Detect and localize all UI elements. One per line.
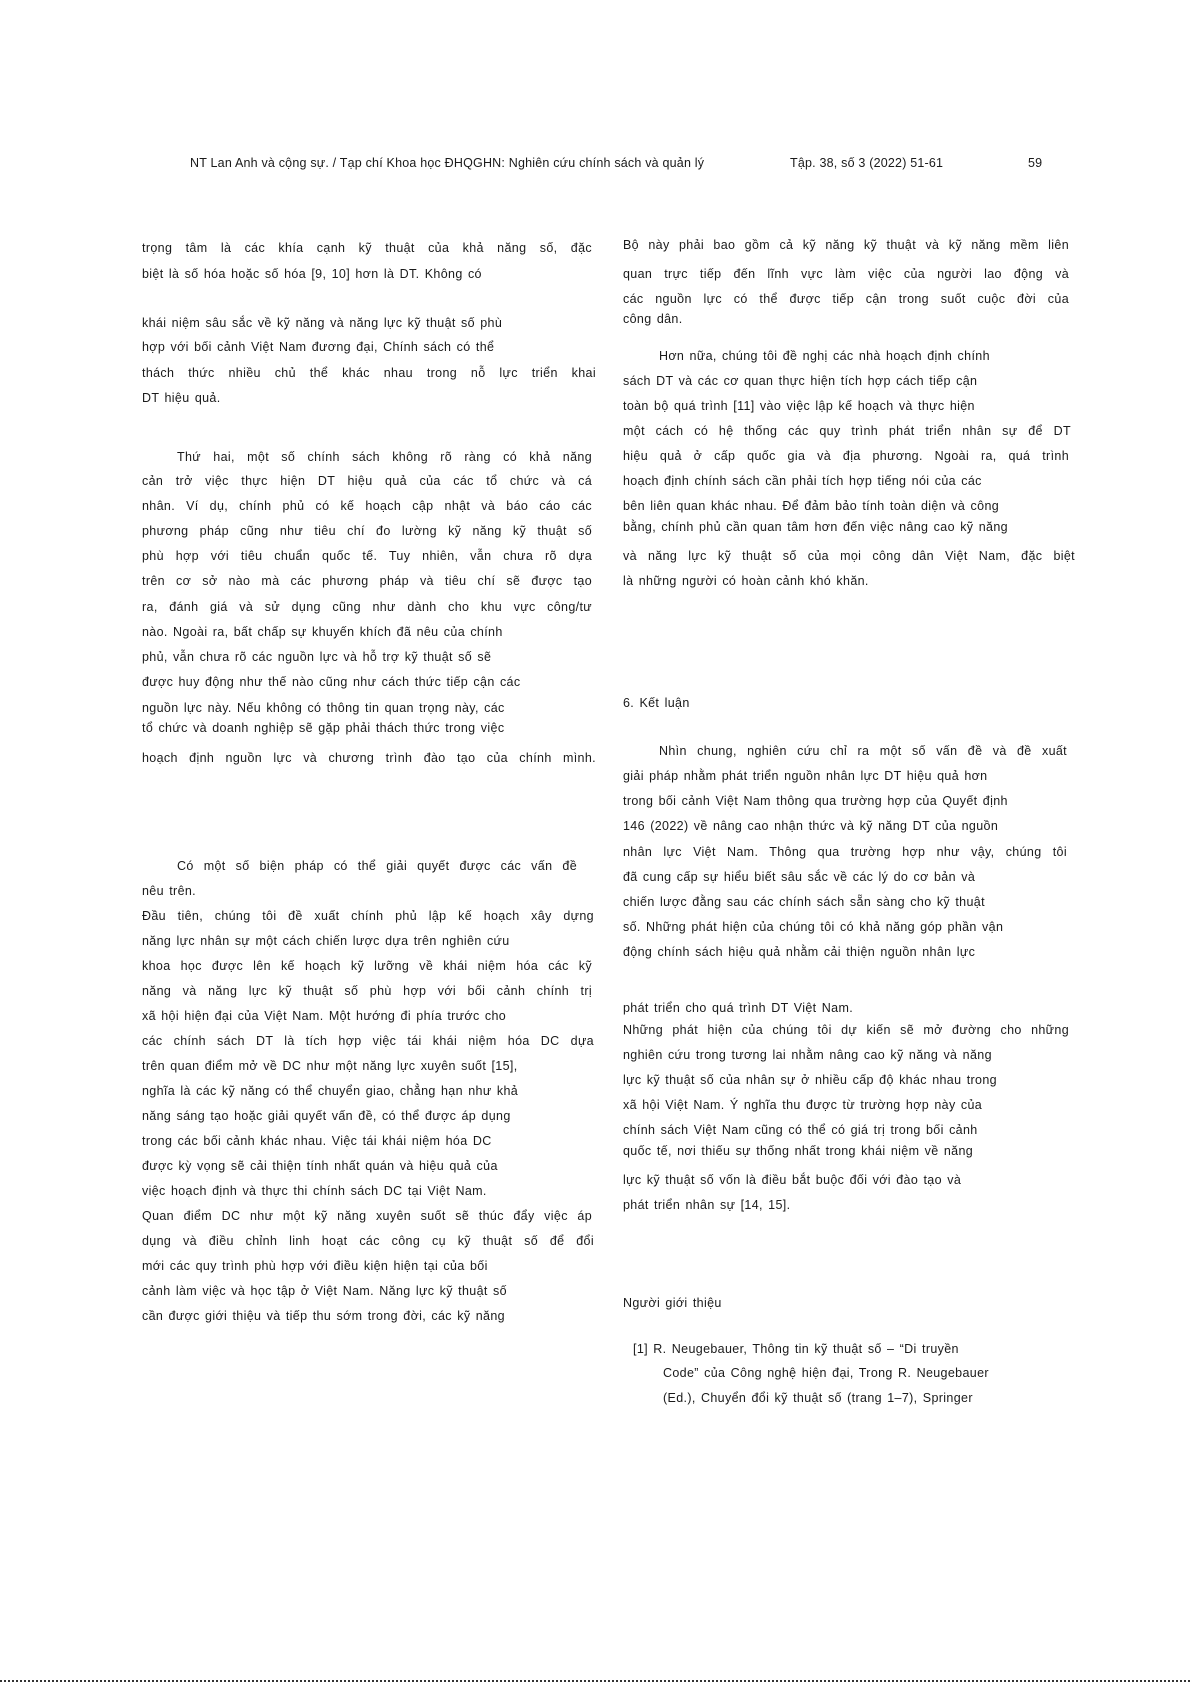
left-column-line: cần được giới thiệu và tiếp thu sớm trong đời, các kỹ năng	[142, 1309, 505, 1323]
right-column-line: hiệu quả ở cấp quốc gia và địa phương. Ngoài ra, quá trình	[623, 449, 1069, 463]
left-column-line: nêu trên.	[142, 884, 196, 898]
reference-entry: (Ed.), Chuyển đổi kỹ thuật số (trang 1–7), Springer	[663, 1391, 973, 1405]
left-column-line: xã hội hiện đại của Việt Nam. Một hướng đi phía trước cho	[142, 1009, 507, 1023]
left-column-line: được huy động như thế nào cũng như cách thức tiếp cận các	[142, 675, 521, 689]
left-column-line: trên quan điểm mở về DC như một năng lực xuyên suốt [15],	[142, 1059, 518, 1073]
left-column-line: dụng và điều chỉnh linh hoạt các công cụ kỹ thuật số để đổi	[142, 1234, 594, 1248]
volume-info: Tập. 38, số 3 (2022) 51-61	[790, 156, 944, 170]
right-column-line: phát triển nhân sự [14, 15].	[623, 1198, 791, 1212]
left-column-line: trên cơ sở nào mà các phương pháp và tiêu chí sẽ được tạo	[142, 574, 592, 588]
left-column-line: thách thức nhiều chủ thể khác nhau trong nỗ lực triển khai	[142, 366, 596, 380]
left-column-line: nghĩa là các kỹ năng có thể chuyển giao, chẳng hạn như khả	[142, 1084, 519, 1098]
reference-entry: Code” của Công nghệ hiện đại, Trong R. Neugebauer	[663, 1366, 989, 1380]
right-column-line: bên liên quan khác nhau. Để đảm bảo tính toàn diện và công	[623, 499, 1000, 513]
right-column-line: và năng lực kỹ thuật số của mọi công dân Việt Nam, đặc biệt	[623, 549, 1075, 563]
right-column-line: các nguồn lực có thể được tiếp cận trong suốt cuộc đời của	[623, 292, 1069, 306]
right-column-line: chiến lược đằng sau các chính sách sẵn sàng cho kỹ thuật	[623, 895, 985, 909]
reference-entry: [1] R. Neugebauer, Thông tin kỹ thuật số – “Di truyền	[633, 1342, 959, 1356]
left-column-line: cản trở việc thực hiện DT hiệu quả của các tổ chức và cá	[142, 474, 592, 488]
page-bottom-rule	[0, 1680, 1191, 1682]
right-column-line: quốc tế, nơi thiếu sự thống nhất trong khái niệm về năng	[623, 1144, 974, 1158]
right-column-line: Hơn nữa, chúng tôi đề nghị các nhà hoạch định chính	[659, 349, 990, 363]
left-column-line: biệt là số hóa hoặc số hóa [9, 10] hơn là DT. Không có	[142, 267, 482, 281]
left-column-line: năng sáng tạo hoặc giải quyết vấn đề, có thể được áp dụng	[142, 1109, 511, 1123]
left-column-line: DT hiệu quả.	[142, 391, 221, 405]
right-column-line: 146 (2022) về nâng cao nhận thức và kỹ năng DT của nguồn	[623, 819, 999, 833]
right-column-line: lực kỹ thuật số của nhân sự ở nhiều cấp độ khác nhau trong	[623, 1073, 997, 1087]
right-column-line: sách DT và các cơ quan thực hiện tích hợp cách tiếp cận	[623, 374, 978, 388]
right-column-line: toàn bộ quá trình [11] vào việc lập kế hoạch và thực hiện	[623, 399, 975, 413]
right-column-line: nhân lực Việt Nam. Thông qua trường hợp như vậy, chúng tôi	[623, 845, 1067, 859]
right-column-line: đã cung cấp sự hiểu biết sâu sắc về các lý do cơ bản và	[623, 870, 976, 884]
right-column-line: Những phát hiện của chúng tôi dự kiến sẽ mở đường cho những	[623, 1023, 1069, 1037]
left-column-line: Đầu tiên, chúng tôi đề xuất chính phủ lập kế hoạch xây dựng	[142, 909, 594, 923]
right-column-line: số. Những phát hiện của chúng tôi có khả năng góp phần vận	[623, 920, 1004, 934]
left-column-line: trọng tâm là các khía cạnh kỹ thuật của khả năng số, đặc	[142, 241, 592, 255]
right-column-line: Nhìn chung, nghiên cứu chỉ ra một số vấn đề và đề xuất	[659, 744, 1067, 758]
right-column-line: động chính sách hiệu quả nhằm cải thiện nguồn nhân lực	[623, 945, 976, 959]
right-column-line: trong bối cảnh Việt Nam thông qua trường hợp của Quyết định	[623, 794, 1008, 808]
right-column-line: Bộ này phải bao gồm cả kỹ năng kỹ thuật và kỹ năng mềm liên	[623, 238, 1069, 252]
left-column-line: ra, đánh giá và sử dụng cũng như dành cho khu vực công/tư	[142, 600, 592, 614]
left-column-line: mới các quy trình phù hợp với điều kiện hiện tại của bối	[142, 1259, 488, 1273]
right-column-line: nghiên cứu trong tương lai nhằm nâng cao kỹ năng và năng	[623, 1048, 992, 1062]
left-column-line: Quan điểm DC như một kỹ năng xuyên suốt sẽ thúc đẩy việc áp	[142, 1209, 592, 1223]
left-column-line: tổ chức và doanh nghiệp sẽ gặp phải thách thức trong việc	[142, 721, 505, 735]
left-column-line: được kỳ vọng sẽ cải thiện tính nhất quán và hiệu quả của	[142, 1159, 498, 1173]
section-heading-conclusion: 6. Kết luận	[623, 696, 690, 710]
right-column-line: giải pháp nhằm phát triển nguồn nhân lực DT hiệu quả hơn	[623, 769, 988, 783]
left-column-line: Thứ hai, một số chính sách không rõ ràng có khả năng	[177, 450, 592, 464]
right-column-line: phát triển cho quá trình DT Việt Nam.	[623, 1001, 854, 1015]
right-column-line: hoạch định chính sách cần phải tích hợp tiếng nói của các	[623, 474, 982, 488]
left-column-line: phủ, vẫn chưa rõ các nguồn lực và hỗ trợ kỹ thuật số sẽ	[142, 650, 492, 664]
references-heading: Người giới thiệu	[623, 1296, 722, 1310]
running-title: NT Lan Anh và cộng sự. / Tạp chí Khoa học ĐHQGHN: Nghiên cứu chính sách và quản lý	[190, 156, 705, 170]
right-column-line: là những người có hoàn cảnh khó khăn.	[623, 574, 869, 588]
right-column-line: xã hội Việt Nam. Ý nghĩa thu được từ trường hợp này của	[623, 1098, 983, 1112]
right-column-line: bằng, chính phủ cần quan tâm hơn đến việc nâng cao kỹ năng	[623, 520, 1008, 534]
left-column-line: năng lực nhân sự một cách chiến lược dựa trên nghiên cứu	[142, 934, 510, 948]
right-column-line: công dân.	[623, 312, 683, 326]
page-number: 59	[1028, 156, 1043, 170]
left-column-line: trong các bối cảnh khác nhau. Việc tái khái niệm hóa DC	[142, 1134, 492, 1148]
right-column-line: lực kỹ thuật số vốn là điều bắt buộc đối với đào tạo và	[623, 1173, 962, 1187]
left-column-line: phù hợp với tiêu chuẩn quốc tế. Tuy nhiên, vẫn chưa rõ dựa	[142, 549, 592, 563]
right-column-line: quan trực tiếp đến lĩnh vực làm việc của người lao động và	[623, 267, 1069, 281]
left-column-line: nguồn lực này. Nếu không có thông tin quan trọng này, các	[142, 701, 505, 715]
left-column-line: hoạch định nguồn lực và chương trình đào tạo của chính mình.	[142, 751, 596, 765]
left-column-line: các chính sách DT là tích hợp việc tái khái niệm hóa DC dựa	[142, 1034, 594, 1048]
left-column-line: khái niệm sâu sắc về kỹ năng và năng lực kỹ thuật số phù	[142, 316, 503, 330]
left-column-line: Có một số biện pháp có thể giải quyết được các vấn đề	[177, 859, 577, 873]
left-column-line: nhân. Ví dụ, chính phủ có kế hoạch cập nhật và báo cáo các	[142, 499, 592, 513]
left-column-line: nào. Ngoài ra, bất chấp sự khuyến khích đã nêu của chính	[142, 625, 503, 639]
left-column-line: năng và năng lực kỹ thuật số phù hợp với bối cảnh chính trị	[142, 984, 592, 998]
right-column-line: chính sách Việt Nam cũng có thể có giá trị trong bối cảnh	[623, 1123, 978, 1137]
left-column-line: cảnh làm việc và học tập ở Việt Nam. Năng lực kỹ thuật số	[142, 1284, 507, 1298]
right-column-line: một cách có hệ thống các quy trình phát triển nhân sự để DT	[623, 424, 1071, 438]
left-column-line: khoa học được lên kế hoạch kỹ lưỡng về khái niệm hóa các kỹ	[142, 959, 592, 973]
left-column-line: phương pháp cũng như tiêu chí đo lường kỹ năng kỹ thuật số	[142, 524, 592, 538]
left-column-line: việc hoạch định và thực thi chính sách DC tại Việt Nam.	[142, 1184, 487, 1198]
left-column-line: hợp với bối cảnh Việt Nam đương đại, Chính sách có thể	[142, 340, 495, 354]
